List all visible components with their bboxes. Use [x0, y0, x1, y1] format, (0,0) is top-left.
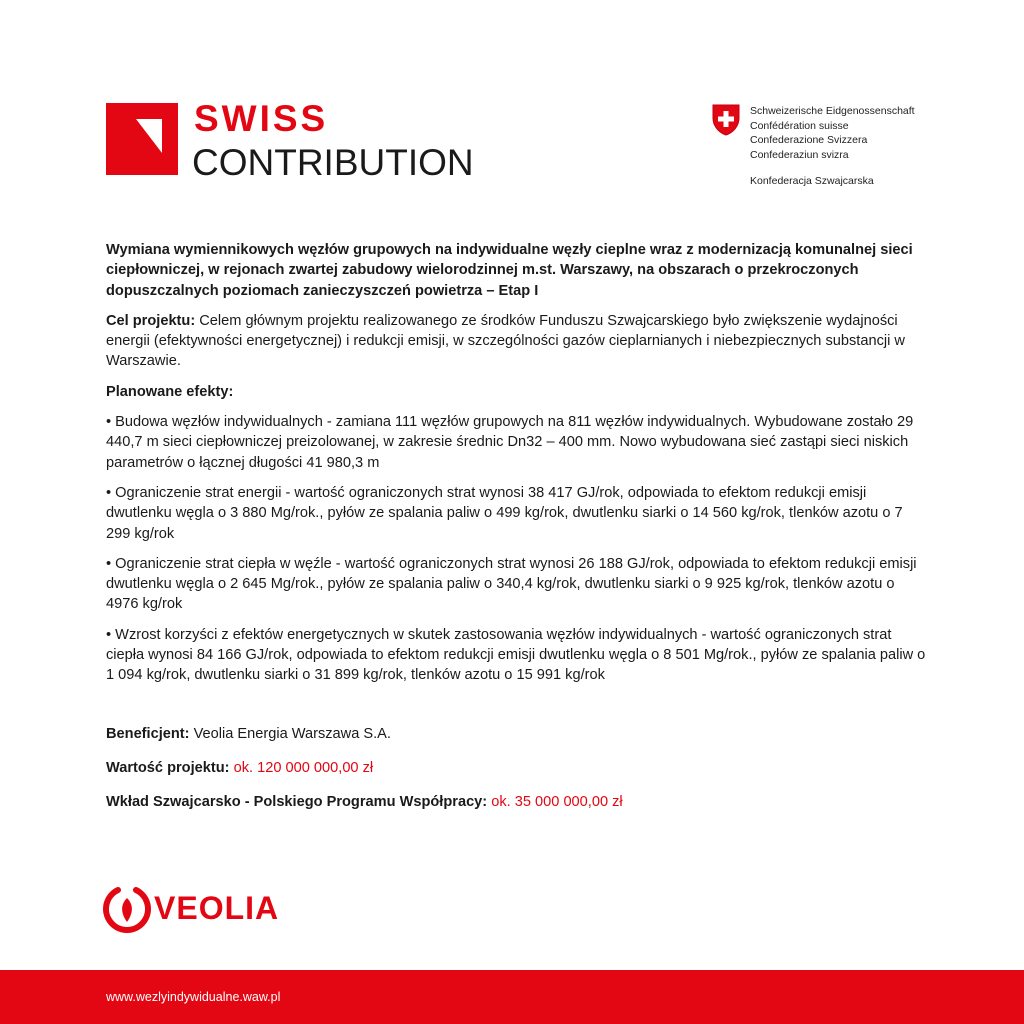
project-goal — [106, 311, 928, 372]
project-description — [106, 240, 928, 696]
goal-text: Celem głównym projektu realizowanego ze środków Funduszu Szwajcarskiego było zwiększenie wydajności energii (efektywności energetycznej) i redukcji emisji, w szczególności gazów cieplarnianych i niebezpiecznych substancji w Warszawie. — [106, 312, 905, 370]
goal-label: Cel projektu: — [106, 312, 196, 329]
footer-bar — [0, 970, 1024, 1024]
website-link[interactable]: www.wezlyindywidualne.waw.pl — [106, 990, 281, 1004]
effects-heading: Planowane efekty: — [106, 383, 234, 400]
project-info — [106, 724, 928, 826]
effect-item: • Ograniczenie strat ciepła w węźle - wartość ograniczonych strat wynosi 26 188 GJ/rok, odpowiada to efektom redukcji emisji dwutlenku węgla o 2 645 Mg/rok., pyłów ze spalania paliw o 340,4 kg/rok, dwutlenku siarki o 9 925 kg/rok, tlenków azotu o 4976 kg/rok — [106, 555, 917, 613]
confederation-line: Confederazione Svizzera — [750, 134, 868, 146]
project-value-label: Wartość projektu: — [106, 760, 230, 776]
project-value-amount: ok. 120 000 000,00 zł — [229, 760, 374, 776]
confederation-polish: Konfederacja Szwajcarska — [750, 175, 874, 187]
veolia-logo — [102, 880, 322, 940]
swiss-contribution-logo — [106, 98, 474, 183]
beneficiary-label: Beneficjent: — [106, 726, 190, 742]
beneficiary-value: Veolia Energia Warszawa S.A. — [189, 726, 391, 742]
beneficiary-row — [106, 724, 928, 744]
contribution-word: CONTRIBUTION — [192, 142, 474, 183]
project-title: Wymiana wymiennikowych węzłów grupowych na indywidualne węzły cieplne wraz z modernizacją komunalnej sieci ciepłowniczej, w rejonach zwartej zabudowy wielorodzinnej m.st. Warszawy, na obszarach o przekroczonych dopuszczalnych poziomach zanieczyszczeń powietrza – Etap I — [106, 242, 913, 299]
confederation-line: Schweizerische Eidgenossenschaft — [750, 105, 915, 117]
confederation-names — [750, 104, 915, 162]
swiss-contribution-logo-icon — [106, 103, 178, 175]
veolia-logo-icon — [102, 884, 152, 940]
confederation-line: Confédération suisse — [750, 119, 849, 132]
contribution-row — [106, 792, 928, 812]
effect-item: • Budowa węzłów indywidualnych - zamiana 111 węzłów grupowych na 811 węzłów indywidualnych. Wybudowane zostało 29 440,7 m sieci ciepłowniczej preizolowanej, w zakresie średnic Dn32 – 400 mm. Nowo wybudowana sieć zastąpi sieci niskich parametrów o łącznej długości 41 980,3 m — [106, 414, 914, 471]
contribution-label: Wkład Szwajcarsko - Polskiego Programu Współpracy: — [106, 794, 488, 810]
swiss-shield-icon — [712, 104, 740, 136]
confederation-line: Confederaziun svizra — [750, 148, 849, 161]
swiss-word: SWISS — [194, 98, 329, 139]
veolia-word: VEOLIA — [154, 890, 280, 926]
project-value-row — [106, 758, 928, 778]
contribution-amount: ok. 35 000 000,00 zł — [487, 794, 623, 810]
effect-item: • Ograniczenie strat energii - wartość ograniczonych strat wynosi 38 417 GJ/rok, odpowiada to efektom redukcji emisji dwutlenku węgla o 3 880 Mg/rok., pyłów ze spalania paliw o 499 kg/rok, dwutlenku siarki o 14 560 kg/rok, tlenków azotu o 7 299 kg/rok — [106, 484, 903, 542]
effect-item: • Wzrost korzyści z efektów energetycznych w skutek zastosowania węzłów indywidualnych - wartość ograniczonych strat ciepła wynosi 84 166 GJ/rok, odpowiada to efektom redukcji emisji dwutlenku węgla o 8 501 Mg/rok., pyłów ze spalania paliw o 1 094 kg/rok, dwutlenku siarki o 31 899 kg/rok, tlenków azotu o 15 991 kg/rok — [106, 626, 926, 684]
